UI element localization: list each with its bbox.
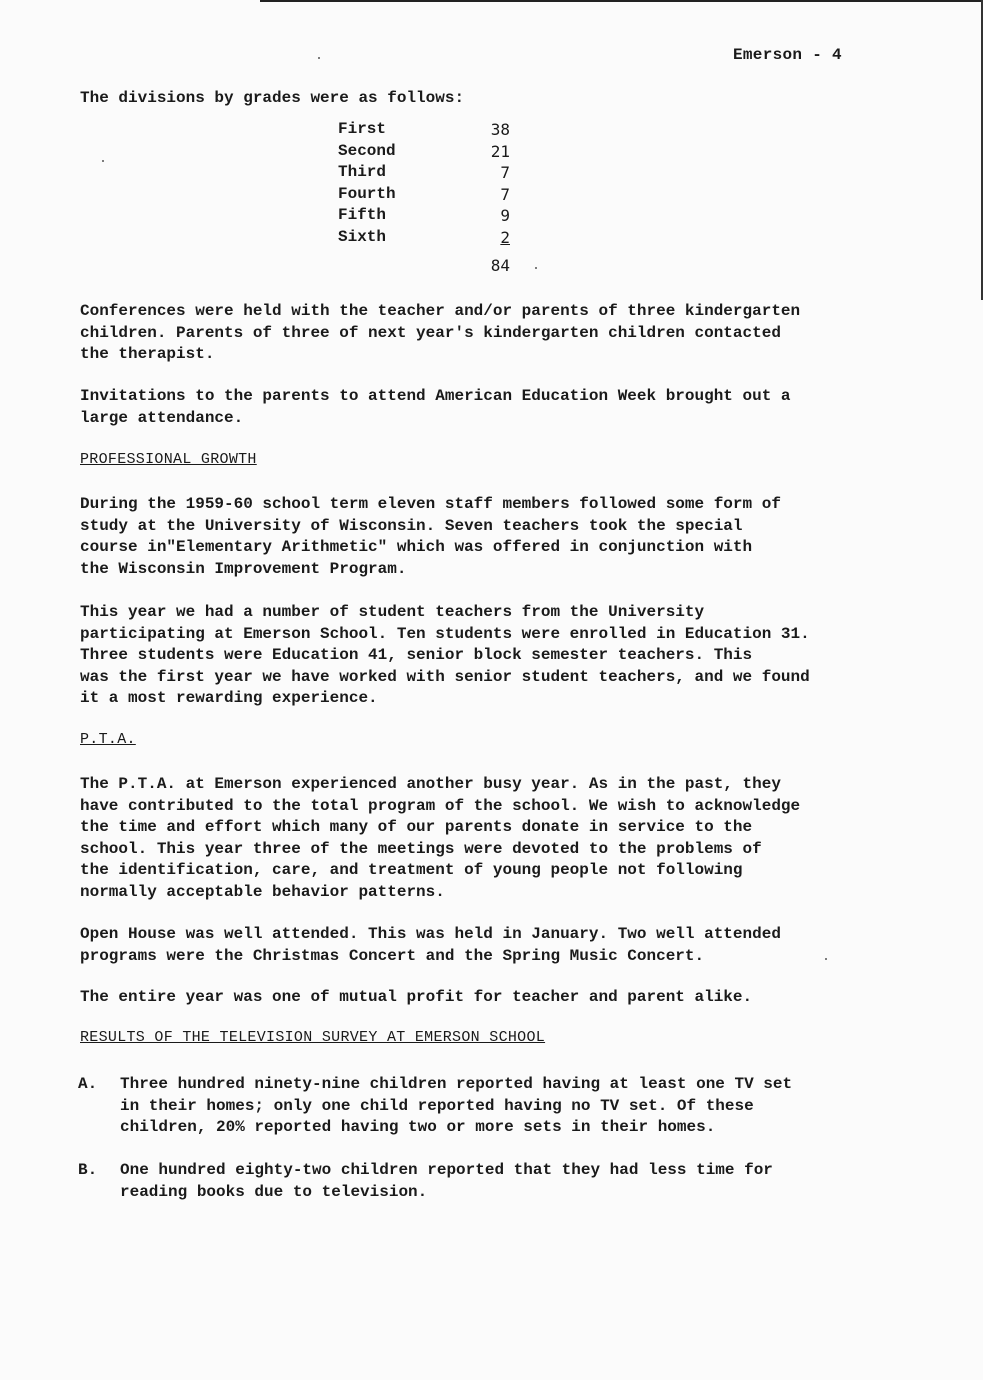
list-item (78, 1074, 908, 1139)
heading-professional-growth: PROFESSIONAL GROWTH (80, 451, 257, 468)
paragraph-invitations: Invitations to the parents to attend American Education Week brought out a large attendance. (80, 387, 791, 427)
list-item-text: One hundred eighty-two children reported that they had less time for reading books due to television. (120, 1161, 773, 1201)
grade-label: Fifth (338, 206, 387, 225)
paper-speck (535, 267, 537, 269)
list-item (78, 1160, 908, 1203)
grades-intro: The divisions by grades were as follows: (80, 89, 465, 107)
grade-label: Sixth (338, 227, 387, 246)
page-header: Emerson - 4 (733, 46, 842, 64)
grade-count: 2 (500, 227, 510, 247)
paragraph-pta-3: The entire year was one of mutual profit for teacher and parent alike. (80, 988, 753, 1006)
heading-pta: P.T.A. (80, 731, 136, 748)
grade-row (338, 141, 510, 163)
grade-total: 84 (490, 256, 510, 275)
grade-label: Third (338, 163, 387, 182)
paper-speck (825, 958, 827, 960)
list-item-text: Three hundred ninety-nine children reported having at least one TV set in their homes; only one child reported having no TV set. Of these children, 20% reported having two or more sets in their homes. (120, 1075, 793, 1136)
grade-row (338, 119, 510, 141)
grade-row (338, 205, 510, 227)
grade-row (338, 184, 510, 206)
grade-count: 38 (490, 120, 510, 139)
grade-row (338, 227, 510, 249)
paragraph-pta-2: Open House was well attended. This was held in January. Two well attended programs were the Christmas Concert and the Spring Music Concert. (80, 925, 781, 965)
grade-label: Second (338, 141, 396, 160)
paragraph-pta-1: The P.T.A. at Emerson experienced another busy year. As in the past, they have contributed to the total program of the school. We wish to acknowledge the time and effort which many of our parents donate in service to the school. This year three of the meetings were devoted to the problems of the identification, care, and treatment of young people not following normally acceptable behavior patterns. (80, 775, 801, 901)
page-edge-top (260, 0, 983, 2)
paragraph-growth-2: This year we had a number of student teachers from the University participating at Emerson School. Ten students were enrolled in Education 31. Three students were Education 41, senior block semester teachers. This was the first year we have worked with senior student teachers, and we found it a most rewarding experience. (80, 603, 810, 707)
paragraph-conferences: Conferences were held with the teacher and/or parents of three kindergarten children. Parents of three of next year's kindergarten children contacted the therapist. (80, 302, 801, 363)
grade-label: First (338, 120, 387, 138)
grade-count: 9 (500, 206, 510, 226)
grades-table (338, 119, 510, 249)
grade-count: 7 (500, 163, 510, 183)
paper-speck (318, 57, 320, 59)
grade-count: 7 (500, 184, 510, 204)
paragraph-growth-1: During the 1959-60 school term eleven staff members followed some form of study at the University of Wisconsin. Seven teachers took the special course in"Elementary Arithmetic" which was offered in conjunction with the Wisconsin Improvement Program. (80, 495, 781, 578)
list-marker: A. (78, 1075, 98, 1093)
grade-count: 21 (490, 141, 510, 161)
paper-speck (102, 160, 104, 162)
list-marker: B. (78, 1161, 98, 1179)
grade-label: Fourth (338, 184, 396, 203)
grade-row (338, 162, 510, 184)
heading-tv-survey: RESULTS OF THE TELEVISION SURVEY AT EMERSON SCHOOL (80, 1029, 546, 1046)
